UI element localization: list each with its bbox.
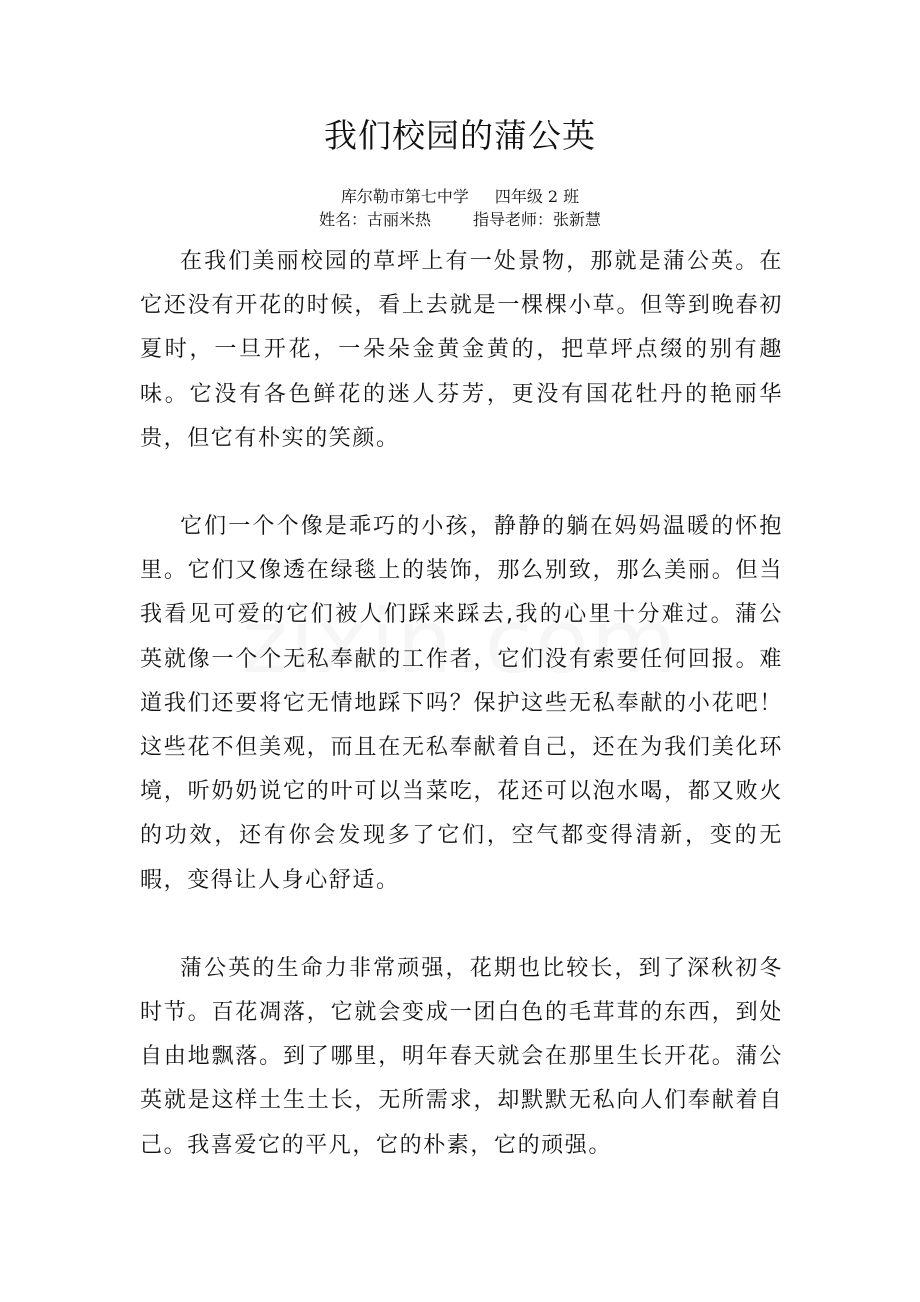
author-teacher-line [0, 209, 920, 231]
teacher-name: 指导老师：张新慧 [473, 210, 602, 229]
class-name: 四年级 2 班 [494, 187, 580, 206]
paragraph-1: 在我们美丽校园的草坪上有一处景物，那就是蒲公英。在它还没有开花的时候，看上去就是一棵棵小草。但等到晚春初夏时，一旦开花，一朵朵金黄金黄的，把草坪点缀的别有趣味。它没有各色鲜花的迷人芬芳，更没有国花牡丹的艳丽华贵，但它有朴实的笑颜。 [140, 249, 783, 451]
document-title: 我们校园的蒲公英 [324, 116, 596, 155]
paragraph-2: 它们一个个像是乖巧的小孩，静静的躺在妈妈温暖的怀抱里。它们又像透在绿毯上的装饰，那么别致，那么美丽。但当我看见可爱的它们被人们踩来踩去,我的心里十分难过。蒲公英就像一个个无私奉献的工作者，它们没有索要任何回报。难道我们还要将它无情地踩下吗？保护这些无私奉献的小花吧！这些花不但美观，而且在无私奉献着自己，还在为我们美化环境，听奶奶说它的叶可以当菜吃，花还可以泡水喝，都又败火的功效，还有你会发现多了它们，空气都变得清新，变的无暇，变得让人身心舒适。 [140, 514, 783, 893]
author-name: 姓名：古丽米热 [318, 210, 431, 229]
school-class-line [0, 186, 920, 208]
school-name: 库尔勒市第七中学 [340, 187, 469, 206]
essay-body [140, 240, 783, 1168]
paragraph-3: 蒲公英的生命力非常顽强，花期也比较长，到了深秋初冬时节。百花凋落，它就会变成一团白色的毛茸茸的东西，到处自由地飘落。到了哪里，明年春天就会在那里生长开花。蒲公英就是这样土生土长，无所需求，却默默无私向人们奉献着自己。我喜爱它的平凡，它的朴素，它的顽强。 [140, 955, 783, 1158]
